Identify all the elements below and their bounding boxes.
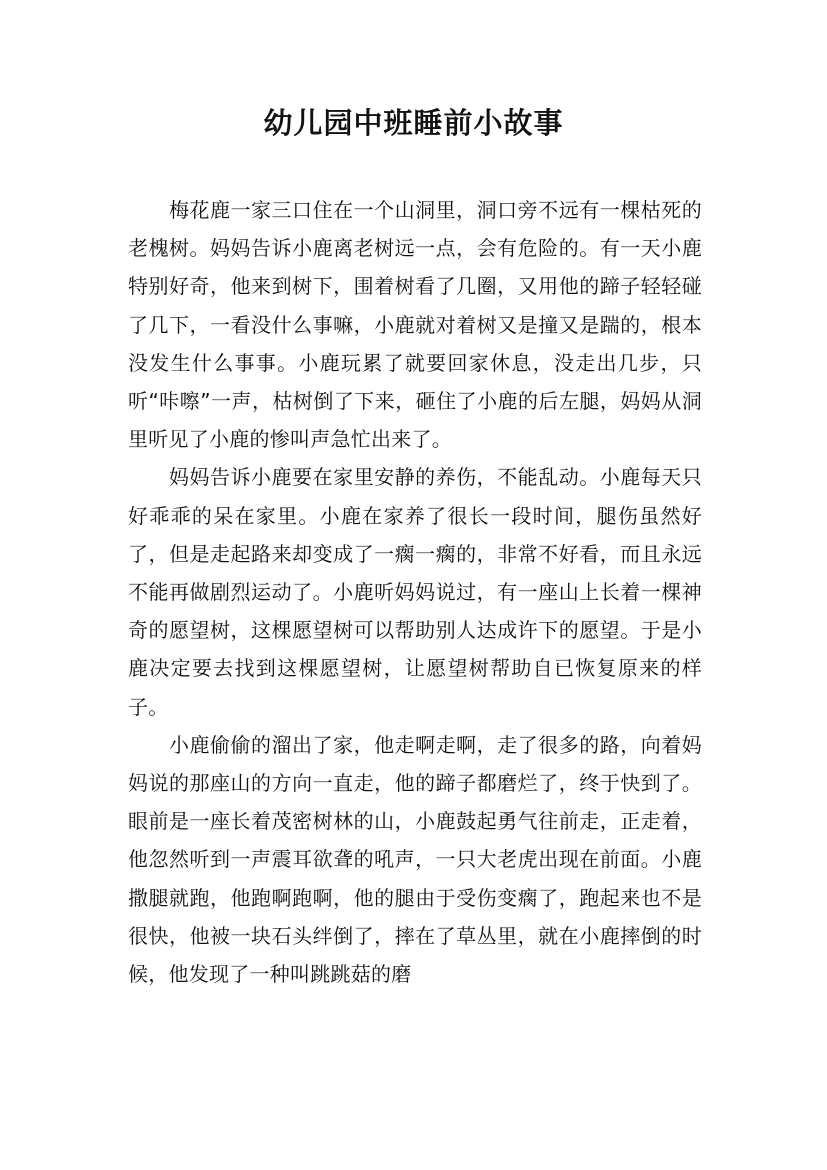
- story-paragraph-1: 梅花鹿一家三口住在一个山洞里，洞口旁不远有一棵枯死的老槐树。妈妈告诉小鹿离老树远一点，会有危险的。有一天小鹿特别好奇，他来到树下，围着树看了几圈，又用他的蹄子轻轻碰了几下，一看没什么事嘛，小鹿就对着树又是撞又是踹的，根本没发生什么事事。小鹿玩累了就要回家休息，没走出几步，只听“咔嚓”一声，枯树倒了下来，砸住了小鹿的后左腿，妈妈从洞里听见了小鹿的惨叫声急忙出来了。: [128, 198, 702, 452]
- story-paragraph-2: 妈妈告诉小鹿要在家里安静的养伤，不能乱动。小鹿每天只好乖乖的呆在家里。小鹿在家养了很长一段时间，腿伤虽然好了，但是走起路来却变成了一瘸一瘸的，非常不好看，而且永远不能再做剧烈运动了。小鹿听妈妈说过，有一座山上长着一棵神奇的愿望树，这棵愿望树可以帮助别人达成许下的愿望。于是小鹿决定要去找到这棵愿望树，让愿望树帮助自已恢复原来的样子。: [128, 465, 702, 719]
- document-title: 幼儿园中班睡前小故事: [263, 106, 564, 140]
- story-paragraph-3: 小鹿偷偷的溜出了家，他走啊走啊，走了很多的路，向着妈妈说的那座山的方向一直走，他的蹄子都磨烂了，终于快到了。眼前是一座长着茂密树林的山，小鹿鼓起勇气往前走，正走着，他忽然听到一声震耳欲聋的吼声，一只大老虎出现在前面。小鹿撒腿就跑，他跑啊跑啊，他的腿由于受伤变瘸了，跑起来也不是很快，他被一块石头绊倒了，摔在了草丛里，就在小鹿摔倒的时候，他发现了一种叫跳跳菇的磨: [128, 732, 702, 987]
- story-body: [128, 191, 702, 993]
